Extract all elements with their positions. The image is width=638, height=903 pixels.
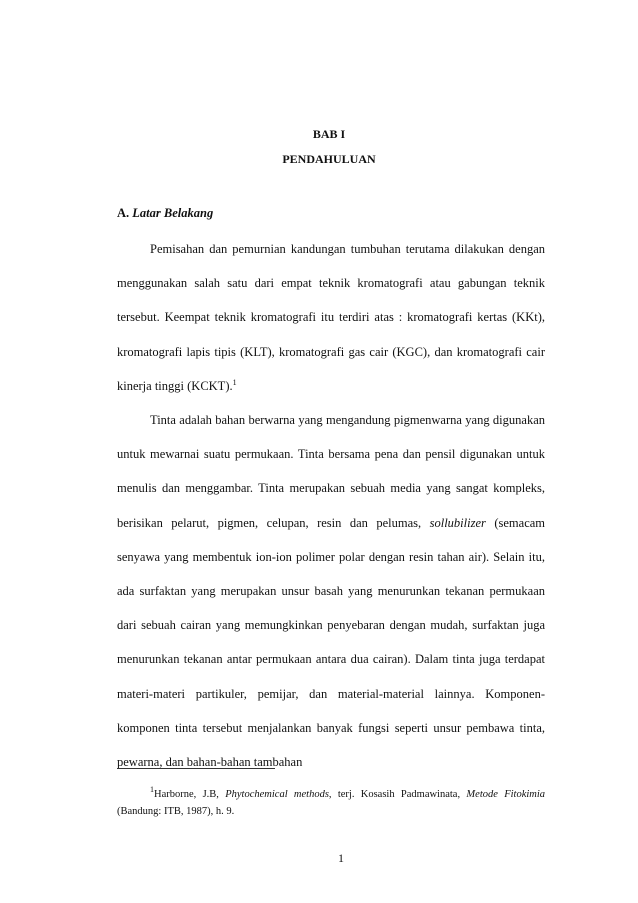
page-number: 1 (338, 851, 344, 865)
footnote-publication: (Bandung: ITB, 1987), h. 9. (117, 806, 235, 817)
footnote-book-title: Phytochemical methods (225, 789, 329, 800)
chapter-number: BAB I (312, 127, 346, 141)
footnote-number: 1 (150, 785, 154, 794)
section-title: Latar Belakang (132, 206, 214, 220)
footnote-translator: , terj. Kosasih Padmawinata, (328, 789, 461, 800)
paragraph-1 (117, 232, 545, 403)
footnote-author: Harborne, J.B, (154, 789, 219, 800)
footnote-translated-title: Metode Fitokimia (466, 789, 546, 800)
paragraph-1-text: Pemisahan dan pemurnian kandungan tumbuhan terutama dilakukan dengan menggunakan salah satu dari empat teknik kromatografi atau gabungan teknik tersebut. Keempat teknik kromatografi itu terdiri atas : kromatografi kertas (KKt), kromatografi lapis tipis (KLT), kromatografi gas cair (KGC), dan kromatografi cair kinerja tinggi (KCKT). (117, 242, 545, 393)
paragraph-2-term: sollubilizer (429, 515, 486, 530)
paragraph-2-text-b: (semacam senyawa yang membentuk ion-ion polimer polar dengan resin tahan air). Selain itu, ada surfaktan yang merupakan unsur basah yang menurunkan tekanan permukaan dari sebuah cairan yang memungkinkan penyebaran dengan mudah, surfaktan juga menurunkan tekanan antar permukaan antara dua cairan). Dalam tinta juga terdapat materi-materi partikuler, pemijar, dan material-material lainnya. Komponen-komponen tinta tersebut menjalankan banyak fungsi seperti unsur pembawa tinta, pewarna, dan bahan-bahan tambahan (117, 515, 546, 770)
paragraph-2-text-a: Tinta adalah bahan berwarna yang mengandung pigmenwarna yang digunakan untuk mewarnai suatu permukaan. Tinta bersama pena dan pensil digunakan untuk menulis dan menggambar. Tinta merupakan sebuah media yang sangat kompleks, berisikan pelarut, pigmen, celupan, resin dan pelumas, (117, 413, 545, 530)
body-text (117, 232, 545, 779)
footnote-divider (117, 768, 275, 769)
paragraph-2 (117, 403, 545, 779)
section-heading (117, 206, 213, 221)
footnote (117, 786, 545, 820)
footnote-reference: 1 (232, 377, 237, 387)
chapter-title: PENDAHULUAN (282, 152, 376, 166)
section-letter: A. (117, 206, 130, 220)
footnote-text (117, 786, 545, 820)
